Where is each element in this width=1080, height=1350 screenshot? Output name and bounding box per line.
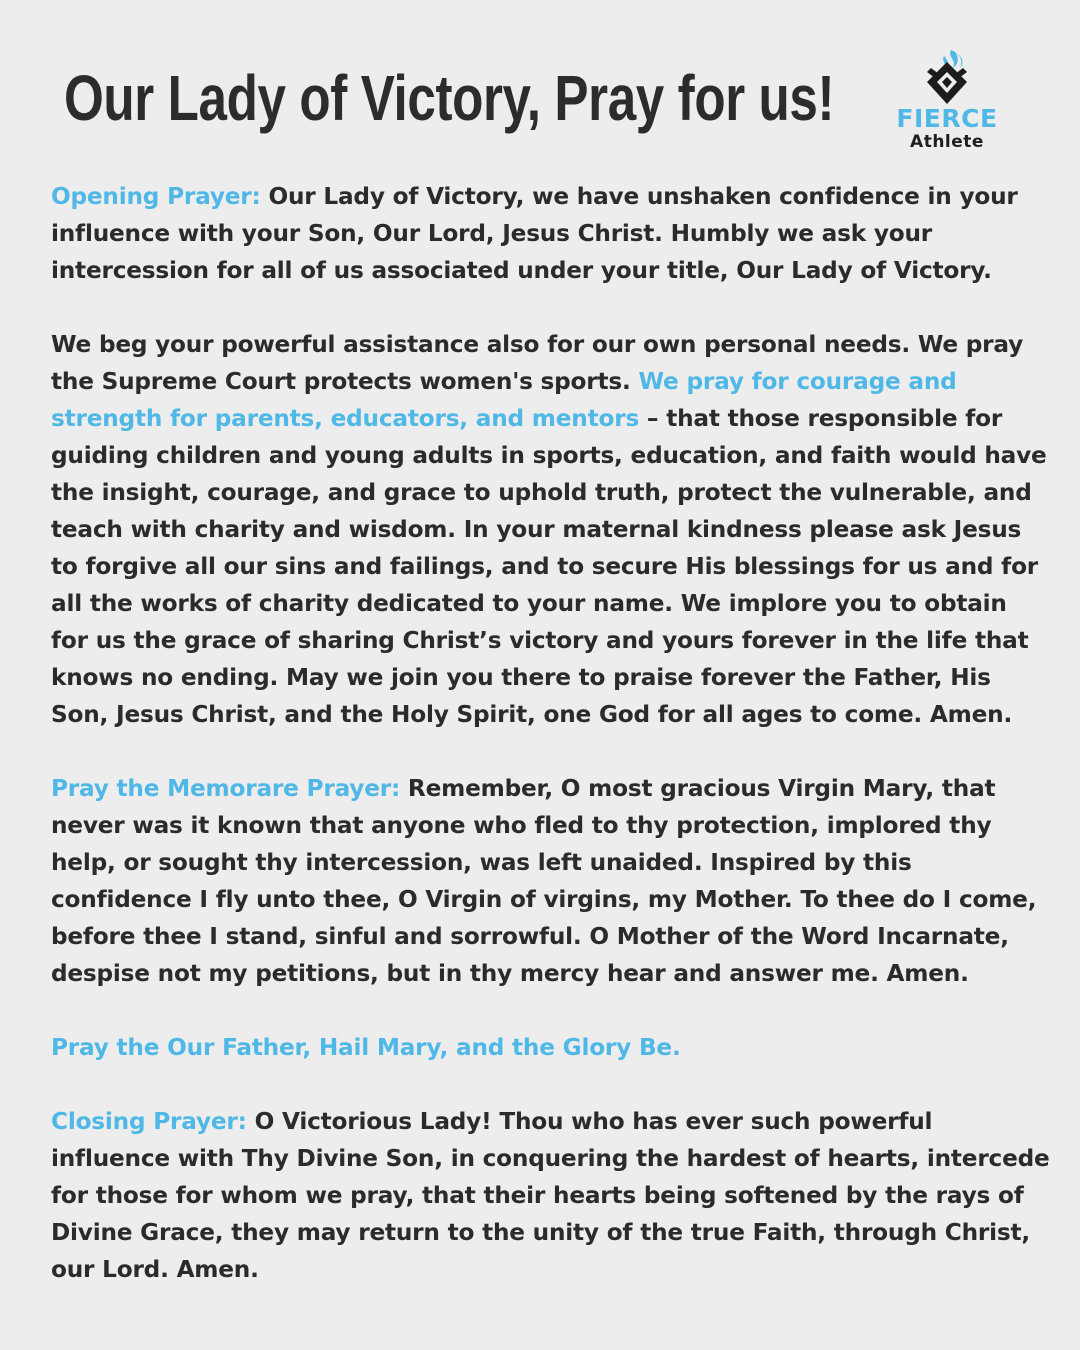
prayer-body xyxy=(51,178,1051,1325)
fierce-athlete-logo xyxy=(884,48,1010,160)
prayers-label: Pray the Our Father, Hail Mary, and the Glory Be. xyxy=(51,1034,681,1061)
logo-wordmark-athlete: Athlete xyxy=(910,132,984,152)
petition-text-after: – that those responsible for guiding children and young adults in sports, education, and faith would have the insight, courage, and grace to uphold truth, protect the vulnerable, and teach with charity and wisdom. In your maternal kindness please ask Jesus to forgive all our sins and failings, and to secure His blessings for us and for all the works of charity dedicated to your name. We implore you to obtain for us the grace of sharing Christ’s victory and yours forever in the life that knows no ending. May we join you there to praise forever the Father, His Son, Jesus Christ, and the Holy Spirit, one God for all ages to come. Amen. xyxy=(51,405,1047,728)
opening-prayer-paragraph xyxy=(51,178,1051,289)
prayers-paragraph xyxy=(51,1029,1051,1066)
memorare-paragraph xyxy=(51,770,1051,992)
closing-prayer-label: Closing Prayer: xyxy=(51,1108,247,1135)
petition-paragraph xyxy=(51,326,1051,733)
opening-prayer-text: Our Lady of Victory, we have unshaken confidence in your influence with your Son, Our Lord, Jesus Christ. Humbly we ask your intercession for all of us associated under your title, Our Lady of Victory. xyxy=(51,183,1018,284)
logo-wordmark-fierce: FIERCE xyxy=(896,104,998,133)
memorare-label: Pray the Memorare Prayer: xyxy=(51,775,401,802)
fierce-athlete-flame-icon xyxy=(917,48,977,108)
memorare-text: Remember, O most gracious Virgin Mary, that never was it known that anyone who fled to thy protection, implored thy help, or sought thy intercession, was left unaided. Inspired by this confidence I fly unto thee, O Virgin of virgins, my Mother. To thee do I come, before thee I stand, sinful and sorrowful. O Mother of the Word Incarnate, despise not my petitions, but in thy mercy hear and answer me. Amen. xyxy=(51,775,1037,987)
opening-prayer-label: Opening Prayer: xyxy=(51,183,261,210)
petition-highlight: We pray for courage and strength for parents, educators, and mentors xyxy=(51,368,957,432)
closing-prayer-text: O Victorious Lady! Thou who has ever such powerful influence with Thy Divine Son, in conquering the hardest of hearts, intercede for those for whom we pray, that their hearts being softened by the rays of Divine Grace, they may return to the unity of the true Faith, through Christ, our Lord. Amen. xyxy=(51,1108,1050,1283)
petition-text-before: We beg your powerful assistance also for our own personal needs. We pray the Supreme Court protects women's sports. xyxy=(51,331,1024,395)
closing-prayer-paragraph xyxy=(51,1103,1051,1288)
page-title: Our Lady of Victory, Pray for us! xyxy=(64,62,835,134)
